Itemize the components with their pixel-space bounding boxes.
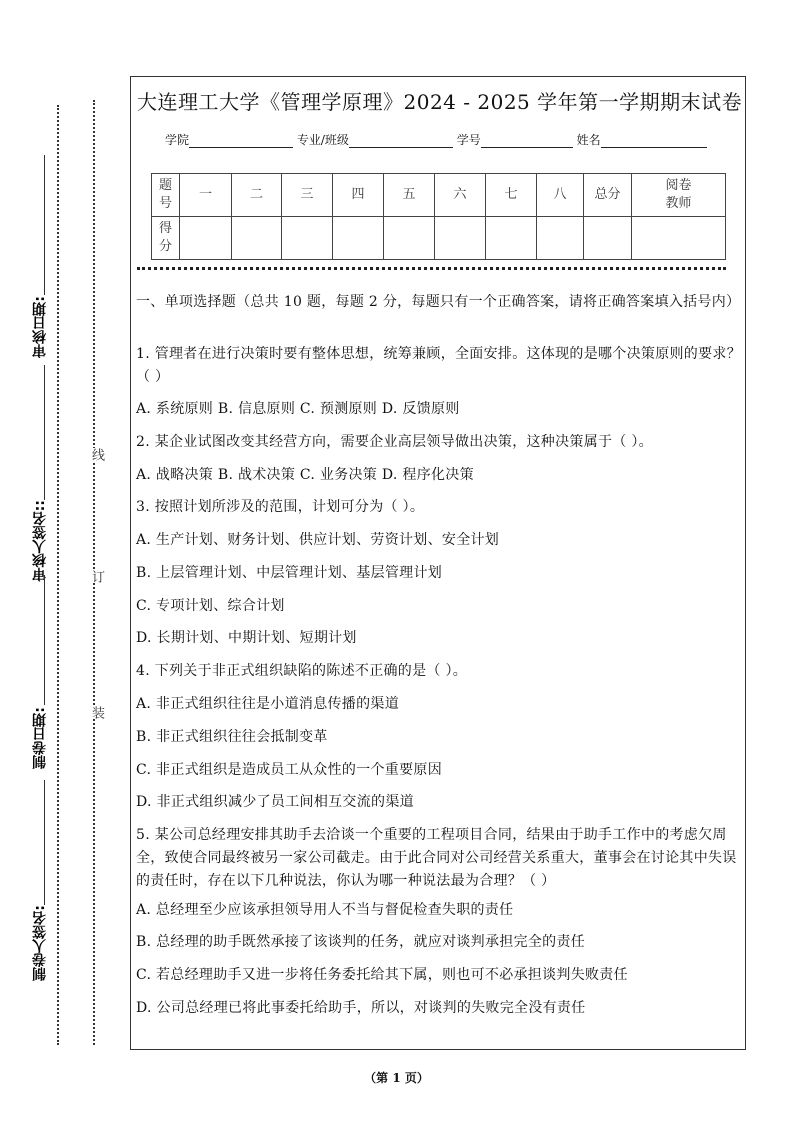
question-4-option-b: B. 非正式组织往往会抵制变革 <box>136 729 328 745</box>
score-cell[interactable] <box>180 217 232 260</box>
question-1-options: A. 系统原则 B. 信息原则 C. 预测原则 D. 反馈原则 <box>136 401 460 417</box>
exam-title: 大连理工大学《管理学原理》2024 - 2025 学年第一学期期末试卷 <box>137 90 743 114</box>
col-header: 二 <box>232 174 282 217</box>
major-blank[interactable] <box>349 133 453 148</box>
question-3: 3. 按照计划所涉及的范围，计划可分为（ ）。 <box>136 499 425 515</box>
score-cell[interactable] <box>384 217 435 260</box>
score-cell[interactable] <box>232 217 282 260</box>
question-5: 5. 某公司总经理安排其助手去洽谈一个重要的工程项目合同，结果由于助手工作中的考虑欠周全，致使合同最终被另一家公司截走。由于此合同对公司经营关系重大，董事会在讨论其中失误的责任时，存在以下几种说法，你认为哪一种说法最为合理？（ ） <box>136 827 737 889</box>
score-cell[interactable] <box>537 217 584 260</box>
auditor-sign-line <box>44 365 45 500</box>
row-label-question-number: 题 号 <box>152 174 180 217</box>
section-divider <box>137 267 726 270</box>
score-cell[interactable] <box>282 217 333 260</box>
col-header: 三 <box>282 174 333 217</box>
student-info-row <box>165 131 707 148</box>
college-label: 学院 <box>165 133 190 147</box>
col-header: 六 <box>435 174 486 217</box>
question-5-option-b: B. 总经理的助手既然承接了该谈判的任务，就应对谈判承担完全的责任 <box>136 934 586 950</box>
major-label: 专业/班级 <box>296 133 349 147</box>
col-header-reviewer: 阅卷 教师 <box>632 174 726 217</box>
section-heading: 一、单项选择题（总共 10 题，每题 2 分，每题只有一个正确答案，请将正确答案填入括号内） <box>136 294 741 310</box>
question-4-option-a: A. 非正式组织往往是小道消息传播的渠道 <box>136 696 400 712</box>
col-header: 八 <box>537 174 584 217</box>
question-3-option-d: D. 长期计划、中期计划、短期计划 <box>136 630 357 646</box>
col-header: 七 <box>486 174 537 217</box>
question-5-option-d: D. 公司总经理已将此事委托给助手，所以，对谈判的失败完全没有责任 <box>136 1000 586 1016</box>
question-2-options: A. 战略决策 B. 战术决策 C. 业务决策 D. 程序化决策 <box>136 467 474 483</box>
binding-char-ding: 订 <box>89 570 104 583</box>
score-table-header-row <box>152 174 726 217</box>
score-cell[interactable] <box>333 217 384 260</box>
question-5-option-a: A. 总经理至少应该承担领导用人不当与督促检查失职的责任 <box>136 902 514 918</box>
question-3-option-c: C. 专项计划、综合计划 <box>136 598 285 614</box>
question-4-option-c: C. 非正式组织是造成员工从众性的一个重要原因 <box>136 762 443 778</box>
row-label-score: 得 分 <box>152 217 180 260</box>
score-cell-reviewer[interactable] <box>632 217 726 260</box>
question-5-option-c: C. 若总经理助手又进一步将任务委托给其下属，则也可不必承担谈判失败责任 <box>136 967 628 983</box>
col-header-total: 总分 <box>584 174 632 217</box>
maker-sign-line <box>44 780 45 905</box>
college-blank[interactable] <box>189 133 293 148</box>
score-cell-total[interactable] <box>584 217 632 260</box>
binding-dotted-line-outer <box>57 105 59 1045</box>
page-number: （第 1 页） <box>364 1071 429 1085</box>
col-header: 一 <box>180 174 232 217</box>
question-4: 4. 下列关于非正式组织缺陷的陈述不正确的是（ ）。 <box>136 663 468 679</box>
make-date-label: 制卷日期: <box>32 707 48 769</box>
score-cell[interactable] <box>486 217 537 260</box>
question-4-option-d: D. 非正式组织减少了员工间相互交流的渠道 <box>136 794 414 810</box>
make-date-line <box>44 575 45 705</box>
binding-char-xian: 线 <box>89 448 104 461</box>
col-header: 五 <box>384 174 435 217</box>
student-id-blank[interactable] <box>481 133 573 148</box>
question-3-option-a: A. 生产计划、财务计划、供应计划、劳资计划、安全计划 <box>136 532 500 548</box>
binding-char-zhuang: 装 <box>89 706 104 719</box>
score-table-score-row <box>152 217 726 260</box>
question-3-option-b: B. 上层管理计划、中层管理计划、基层管理计划 <box>136 565 443 581</box>
auditor-sign-label: 审核人签名:: <box>32 500 48 582</box>
question-1: 1. 管理者在进行决策时要有整体思想，统筹兼顾，全面安排。这体现的是哪个决策原则的要求？（ ） <box>136 346 742 385</box>
score-cell[interactable] <box>435 217 486 260</box>
question-2: 2. 某企业试图改变其经营方向，需要企业高层领导做出决策，这种决策属于（ ）。 <box>136 434 653 450</box>
audit-date-label: 审核日期: <box>32 296 48 358</box>
name-blank[interactable] <box>601 133 707 148</box>
name-label: 姓名 <box>576 133 601 147</box>
maker-sign-label: 制卷人签名: <box>32 905 48 981</box>
audit-date-line <box>44 155 45 295</box>
col-header: 四 <box>333 174 384 217</box>
student-id-label: 学号 <box>456 133 481 147</box>
score-table <box>151 173 726 260</box>
